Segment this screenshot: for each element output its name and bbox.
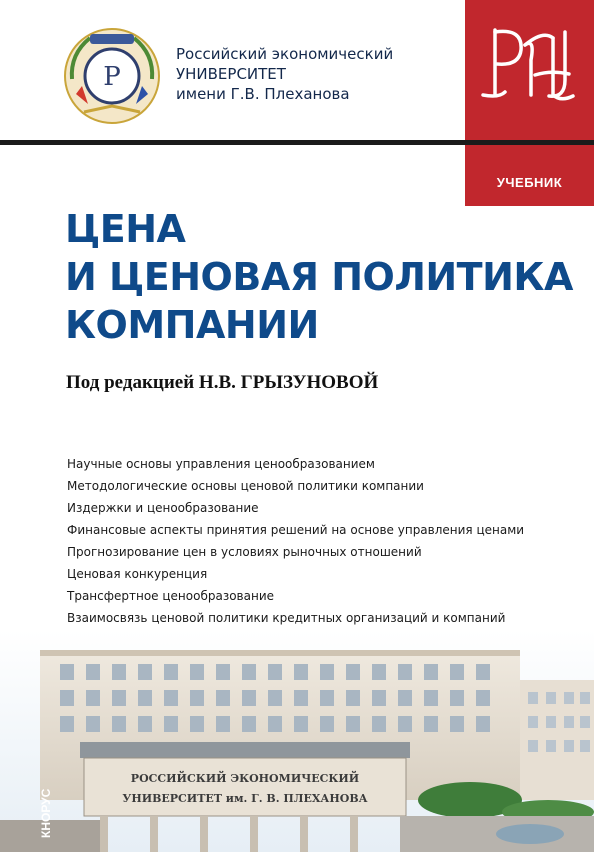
topics-list [67, 457, 547, 648]
topic-item: Взаимосвязь ценовой политики кредитных организаций и компаний [67, 611, 506, 625]
university-name-line2: УНИВЕРСИТЕТ [176, 65, 286, 83]
university-name-line3: имени Г.В. Плеханова [176, 85, 350, 103]
topic-item: Научные основы управления ценообразованием [67, 457, 375, 471]
building-sign-line1: РОССИЙСКИЙ ЭКОНОМИЧЕСКИЙ [130, 772, 360, 785]
university-name [176, 44, 456, 104]
topic-item: Трансфертное ценообразование [67, 589, 275, 603]
book-editor: Под редакцией Н.В. ГРЫЗУНОВОЙ [66, 372, 379, 393]
brand-logo-box [465, 0, 594, 140]
publisher-name: КНОРУС [39, 788, 53, 838]
university-emblem-icon [62, 24, 162, 124]
book-title-line1: ЦЕНА [65, 207, 186, 251]
topic-item: Финансовые аспекты принятия решений на основе управления ценами [67, 523, 525, 537]
publisher-logo [36, 780, 54, 840]
book-title-line2: И ЦЕНОВАЯ ПОЛИТИКА [65, 255, 573, 299]
reu-monogram-icon [465, 0, 594, 140]
topic-item: Ценовая конкуренция [67, 567, 208, 581]
topic-item: Методологические основы ценовой политики компании [67, 479, 424, 493]
university-name-line1: Российский экономический [176, 45, 394, 63]
university-building-photo [0, 630, 594, 852]
topic-item: Издержки и ценообразование [67, 501, 259, 515]
svg-text:Р: Р [103, 62, 121, 92]
book-title-line3: КОМПАНИИ [65, 303, 319, 347]
book-title [65, 205, 573, 349]
topic-item: Прогнозирование цен в условиях рыночных отношений [67, 545, 422, 559]
building-sign-line2: УНИВЕРСИТЕТ им. Г. В. ПЛЕХАНОВА [122, 792, 368, 805]
book-type-label: УЧЕБНИК [496, 175, 563, 190]
book-type-badge [465, 145, 594, 206]
